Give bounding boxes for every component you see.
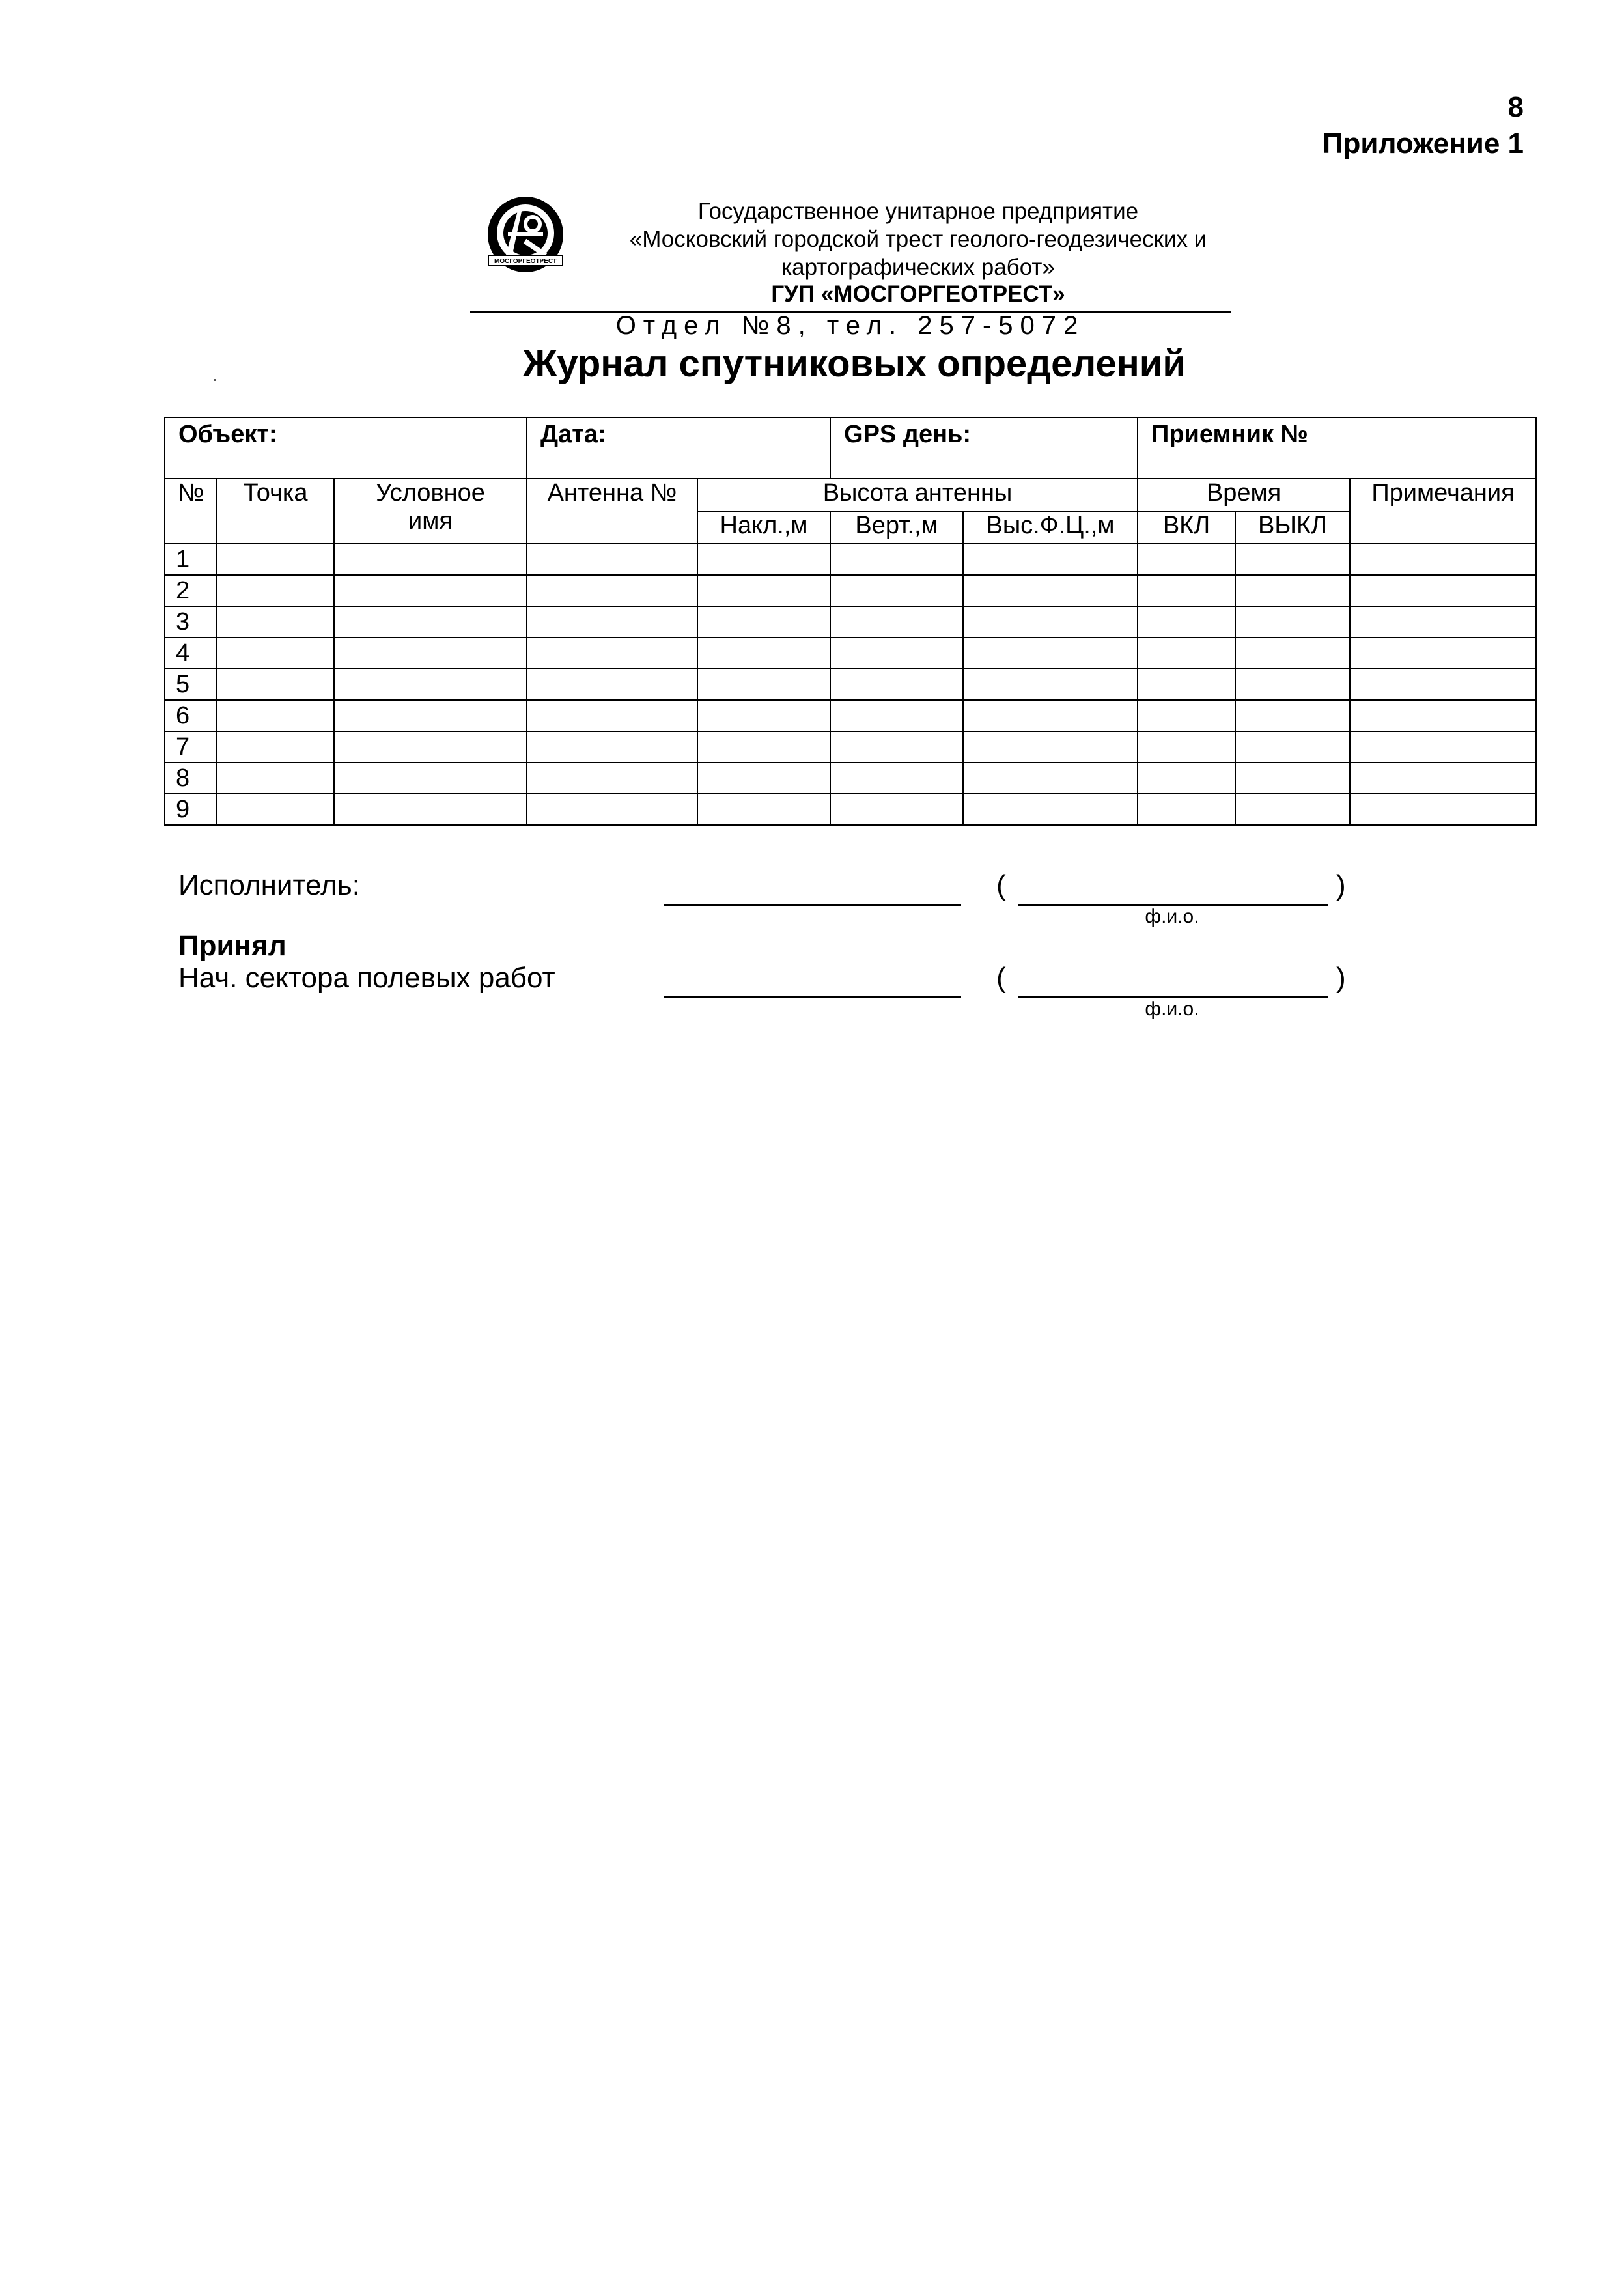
field-sector-head-label: Нач. сектора полевых работ (178, 962, 555, 994)
cell-antenna[interactable] (527, 544, 697, 575)
cell-on[interactable] (1138, 794, 1235, 825)
cell-on[interactable] (1138, 731, 1235, 763)
cell-slant[interactable] (697, 638, 830, 669)
cell-point[interactable] (217, 575, 334, 606)
col-header-num: № (165, 479, 217, 544)
row-number: 3 (165, 606, 217, 638)
cell-phase-center[interactable] (963, 638, 1138, 669)
cell-point[interactable] (217, 638, 334, 669)
mosgorgeotrest-logo (486, 195, 565, 276)
cell-off[interactable] (1235, 575, 1350, 606)
cell-vert[interactable] (830, 794, 963, 825)
row-number: 4 (165, 638, 217, 669)
cell-vert[interactable] (830, 544, 963, 575)
row-number: 8 (165, 763, 217, 794)
cell-phase-center[interactable] (963, 794, 1138, 825)
executor-close-paren: ) (1336, 869, 1346, 901)
table-row (165, 638, 1536, 669)
cell-off[interactable] (1235, 606, 1350, 638)
cell-name[interactable] (334, 638, 527, 669)
col-header-time: Время (1138, 479, 1350, 511)
date-field[interactable]: Дата: (527, 417, 830, 479)
cell-point[interactable] (217, 606, 334, 638)
cell-notes[interactable] (1350, 700, 1536, 731)
cell-off[interactable] (1235, 794, 1350, 825)
cell-notes[interactable] (1350, 763, 1536, 794)
cell-on[interactable] (1138, 606, 1235, 638)
col-header-name (334, 479, 527, 544)
cell-slant[interactable] (697, 606, 830, 638)
organization-line-1: Государственное унитарное предприятие (697, 199, 1139, 224)
cell-on[interactable] (1138, 763, 1235, 794)
cell-vert[interactable] (830, 700, 963, 731)
cell-phase-center[interactable] (963, 606, 1138, 638)
cell-on[interactable] (1138, 544, 1235, 575)
executor-open-paren: ( (996, 869, 1006, 901)
cell-slant[interactable] (697, 700, 830, 731)
row-number: 5 (165, 669, 217, 700)
cell-vert[interactable] (830, 731, 963, 763)
col-header-off: ВЫКЛ (1235, 511, 1350, 544)
col-header-notes: Примечания (1350, 479, 1536, 544)
cell-notes[interactable] (1350, 731, 1536, 763)
cell-name[interactable] (334, 731, 527, 763)
cell-point[interactable] (217, 544, 334, 575)
cell-notes[interactable] (1350, 575, 1536, 606)
table-row (165, 575, 1536, 606)
table-top-fields-row (165, 417, 1536, 479)
cell-point[interactable] (217, 731, 334, 763)
cell-off[interactable] (1235, 700, 1350, 731)
cell-name[interactable] (334, 606, 527, 638)
head-close-paren: ) (1336, 962, 1346, 994)
cell-antenna[interactable] (527, 794, 697, 825)
table-header-row-1 (165, 479, 1536, 511)
cell-off[interactable] (1235, 763, 1350, 794)
col-header-on: ВКЛ (1138, 511, 1235, 544)
cell-point[interactable] (217, 763, 334, 794)
cell-antenna[interactable] (527, 700, 697, 731)
row-number: 7 (165, 731, 217, 763)
table-row (165, 606, 1536, 638)
head-signature-line[interactable] (664, 996, 961, 998)
stray-dot (214, 379, 216, 381)
document-title: Журнал спутниковых определений (522, 343, 1186, 385)
organization-short-name: ГУП «МОСГОРГЕОТРЕСТ» (771, 281, 1065, 307)
cell-slant[interactable] (697, 794, 830, 825)
cell-notes[interactable] (1350, 794, 1536, 825)
object-field[interactable]: Объект: (165, 417, 527, 479)
head-open-paren: ( (996, 962, 1006, 994)
cell-on[interactable] (1138, 575, 1235, 606)
cell-name[interactable] (334, 700, 527, 731)
gps-day-field[interactable]: GPS день: (830, 417, 1138, 479)
cell-notes[interactable] (1350, 638, 1536, 669)
cell-slant[interactable] (697, 669, 830, 700)
page-number: 8 (1507, 91, 1524, 123)
cell-notes[interactable] (1350, 669, 1536, 700)
table-row (165, 731, 1536, 763)
executor-label: Исполнитель: (178, 869, 360, 901)
cell-vert[interactable] (830, 575, 963, 606)
executor-signature-line[interactable] (664, 904, 961, 906)
cell-vert[interactable] (830, 606, 963, 638)
table-row (165, 544, 1536, 575)
cell-off[interactable] (1235, 731, 1350, 763)
cell-phase-center[interactable] (963, 669, 1138, 700)
row-number: 1 (165, 544, 217, 575)
cell-slant[interactable] (697, 763, 830, 794)
cell-name[interactable] (334, 669, 527, 700)
col-header-name-line2: имя (408, 507, 453, 535)
cell-phase-center[interactable] (963, 700, 1138, 731)
appendix-label: Приложение 1 (1322, 128, 1524, 160)
cell-on[interactable] (1138, 669, 1235, 700)
cell-point[interactable] (217, 700, 334, 731)
cell-notes[interactable] (1350, 606, 1536, 638)
cell-antenna[interactable] (527, 606, 697, 638)
table-row (165, 700, 1536, 731)
cell-vert[interactable] (830, 669, 963, 700)
col-header-phase-center: Выс.Ф.Ц.,м (963, 511, 1138, 544)
cell-name[interactable] (334, 794, 527, 825)
organization-line-3: картографических работ» (781, 255, 1055, 280)
satellite-journal-table (164, 417, 1537, 826)
cell-phase-center[interactable] (963, 731, 1138, 763)
cell-vert[interactable] (830, 763, 963, 794)
cell-phase-center[interactable] (963, 763, 1138, 794)
executor-fio-caption: ф.и.о. (1145, 906, 1199, 927)
cell-name[interactable] (334, 763, 527, 794)
table-row (165, 669, 1536, 700)
cell-off[interactable] (1235, 638, 1350, 669)
cell-phase-center[interactable] (963, 544, 1138, 575)
cell-point[interactable] (217, 669, 334, 700)
row-number: 2 (165, 575, 217, 606)
col-header-name-line1: Условное (376, 479, 485, 507)
cell-on[interactable] (1138, 700, 1235, 731)
cell-antenna[interactable] (527, 638, 697, 669)
cell-point[interactable] (217, 794, 334, 825)
cell-slant[interactable] (697, 575, 830, 606)
cell-slant[interactable] (697, 731, 830, 763)
receiver-field[interactable]: Приемник № (1138, 417, 1536, 479)
col-header-vert: Верт.,м (830, 511, 963, 544)
cell-vert[interactable] (830, 638, 963, 669)
cell-notes[interactable] (1350, 544, 1536, 575)
col-header-antenna-height: Высота антенны (697, 479, 1138, 511)
cell-antenna[interactable] (527, 763, 697, 794)
row-number: 6 (165, 700, 217, 731)
col-header-point: Точка (217, 479, 334, 544)
cell-name[interactable] (334, 575, 527, 606)
cell-phase-center[interactable] (963, 575, 1138, 606)
cell-antenna[interactable] (527, 575, 697, 606)
table-row (165, 763, 1536, 794)
cell-off[interactable] (1235, 669, 1350, 700)
cell-antenna[interactable] (527, 669, 697, 700)
cell-on[interactable] (1138, 638, 1235, 669)
department-phone: Отдел №8, тел. 257-5072 (615, 311, 1085, 340)
cell-off[interactable] (1235, 544, 1350, 575)
organization-line-2: «Московский городской трест геолого-геодезических и (629, 227, 1207, 252)
table-row (165, 794, 1536, 825)
accepted-label: Принял (178, 930, 287, 962)
logo-text: МОСГОРГЕОТРЕСТ (494, 258, 557, 265)
cell-name[interactable] (334, 544, 527, 575)
col-header-slant: Накл.,м (697, 511, 830, 544)
cell-antenna[interactable] (527, 731, 697, 763)
col-header-antenna: Антенна № (527, 479, 697, 544)
cell-slant[interactable] (697, 544, 830, 575)
row-number: 9 (165, 794, 217, 825)
head-fio-caption: ф.и.о. (1145, 998, 1199, 1020)
